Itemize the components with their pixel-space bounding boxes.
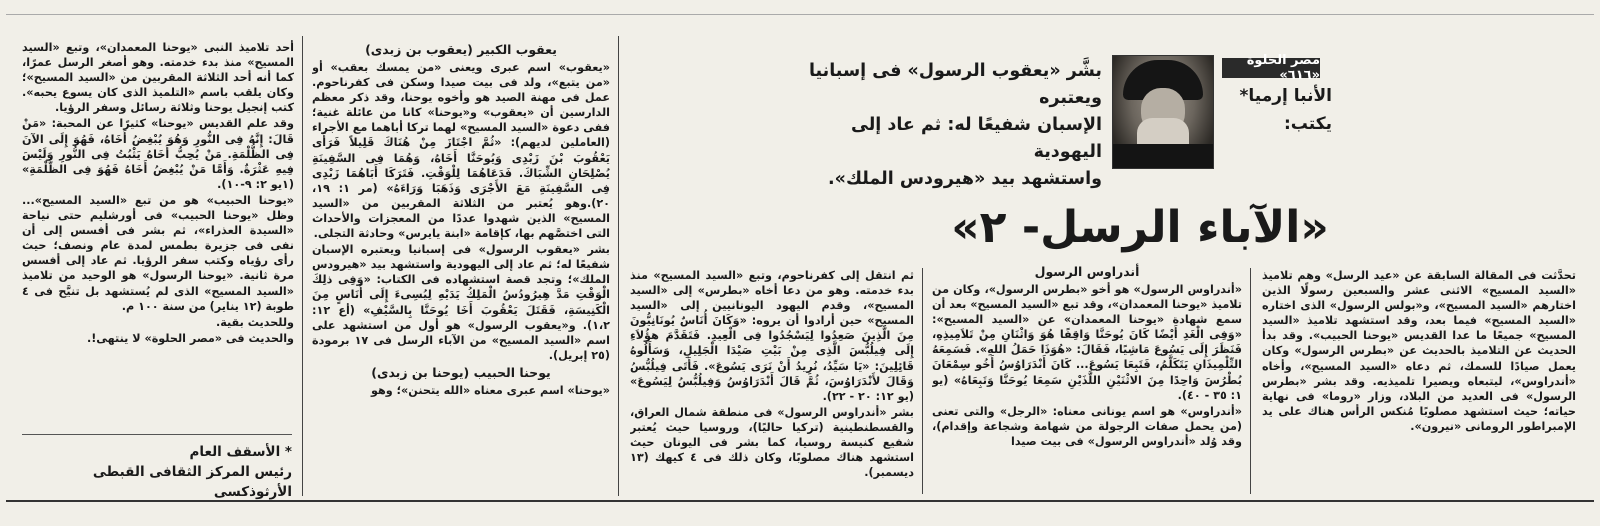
footnote-rule bbox=[22, 434, 292, 435]
paragraph: «أندراوس» هو اسم يونانى معناه: «الرجل» والتى تعنى (من يحمل صفات الرجولة من شهامة وشجاعة وإقدام)، وقد وُلد «أندراوس الرسول» فى بيت صيدا bbox=[932, 404, 1242, 448]
paragraph: «يوحنا» اسم عبرى معناه «الله يتحنن»؛ وهو bbox=[370, 383, 610, 397]
article-headline: «الآباء الرسل- ٢» bbox=[951, 202, 1329, 253]
column-divider bbox=[618, 36, 619, 496]
footnote-line: رئيس المركز الثقافى القبطى الأرثوذكسى bbox=[92, 464, 292, 500]
closing-line: وللحديث بقية. bbox=[215, 315, 294, 329]
paragraph: تحدَّثت فى المقالة السابقة عن «عيد الرسل» وهم تلاميذ «السيد المسيح» الاثنى عشر والسبعين رسولًا الذين اختارهم «السيد المسيح»، و«بولس الرسول» الذى اختاره «السيد المسيح» فيما بعد، وقد استشهد تلاميذ «السيد المسيح» جميعًا ما عدا القديس «يوحنا الحبيب». وقد بدأ الحديث عن التلاميذ بالحديث عن «بطرس الرسول» وكان يعمل صيادًا للسمك، ثم دعاه «السيد المسيح»، وأخاه «أندراوس»، ليتبعاه ويصيرا تلميذيه. وقد بشر «بطرس الرسول» فى العديد من البلاد، وزار «روما» فى نهاية حياته؛ حيث استشهد مصلوبًا مُنكس الرأس هناك على يد الإمبراطور الرومانى «نيرون». bbox=[1262, 269, 1576, 433]
article-column-5 bbox=[22, 40, 294, 430]
author-footnote bbox=[22, 442, 292, 502]
paragraph: «أندراوس الرسول» هو أخو «بطرس الرسول»، وكان من تلاميذ «يوحنا المعمدان»، وقد تبع «السيد المسيح» بعد أن سمع شهادة «يوحنا المعمدان» عن «السيد المسيح»: «وَفِى الْغَدِ أَيْضًا كَانَ يُوحَنَّا وَاقِفًا هُوَ وَاثْنَانِ مِنْ تَلاَمِيذِهِ، فَنَظَرَ إِلَى يَسُوعَ مَاشِيًا، فَقَالَ: «هُوَذَا حَمَلُ اللهِ». فَسَمِعَهُ التِّلْمِيذَانِ يَتَكَلَّمُ، فَتَبِعَا يَسُوعَ... كَانَ أَنْدَرَاوُسُ أَخُو سِمْعَانَ بُطْرُسَ وَاحِدًا مِنَ الاثْنَيْنِ اللَّذَيْنِ سَمِعَا يُوحَنَّا وَتَبِعَاهُ» (يو ١: ٣٥ - ٤٠). bbox=[932, 283, 1242, 402]
deck-line: واستشهد بيد «هيرودس الملك». bbox=[828, 169, 1102, 189]
author-portrait bbox=[1112, 55, 1214, 169]
footnote-line: * الأسقف العام bbox=[189, 444, 292, 460]
page-top-rule-inner bbox=[6, 14, 1594, 15]
subheading: أندراوس الرسول bbox=[1034, 264, 1140, 279]
deck-line: الإسبان شفيعًا له: ثم عاد إلى اليهودية bbox=[850, 115, 1102, 162]
section-label: مصر الحلوة «٦١٦» bbox=[1222, 58, 1320, 78]
paragraph: وقد علم القديس «يوحنا» كثيرًا عن المحبة: «مَنْ قَالَ: إِنَّهُ فِى النُّورِ وَهُوَ يُبْغِضُ أَخَاهُ، فَهُوَ إِلَى الآنَ فِى الظُّلْمَةِ. مَنْ يُحِبُّ أَخَاهُ يَثْبُتُ فِى النُّورِ وَلَيْسَ فِيهِ عَثْرَةٌ. وَأَمَّا مَنْ يُبْغِضُ أَخَاهُ فَهُوَ فِى الظُّلْمَةِ» (١يو ٢: ٩-١٠). bbox=[22, 117, 294, 191]
paragraph: بشر «أندراوس الرسول» فى منطقة شمال العراق، والقسطنطينية (تركيا حاليًا)، وروسيا حيث يُعتبر شفيع كنيسة روسيا، كما بشر فى اليونان حيث استشهد هناك مصلوبًا، وكان ذلك فى ٤ كيهك (١٣ ديسمبر). bbox=[630, 405, 914, 480]
paragraph: بشر «يعقوب الرسول» فى إسبانيا ويعتبره الإسبان شفيعًا له؛ ثم عاد إلى اليهودية واستشهد بيد «هيرودس الملك»؛ وتجد قصة استشهاده فى الكتاب: «وَفِى ذلِكَ الْوَقْتِ مَدَّ هِيرُودُسُ الْمَلِكُ يَدَيْهِ لِيُسِىءَ إِلَى أُنَاسٍ مِنَ الْكَنِيسَةِ، فَقَتَلَ يَعْقُوبَ أَخَا يُوحَنَّا بِالسَّيْفِ» (أع ١٢: ١،٢). و«يعقوب الرسول» هو أول من استشهد على اسم «السيد المسيح» من الآباء الرسل فى ١٧ برمودة (٢٥ إبريل). bbox=[312, 243, 610, 362]
subheading: يوحنا الحبيب (يوحنا بن زبدى) bbox=[371, 364, 551, 380]
paragraph: «يعقوب» اسم عبرى ويعنى «من يمسك بعقب» أو «من يتبع»، ولد فى بيت صيدا وسكن فى كفرناحوم. عمل فى مهنة الصيد هو وأخوه يوحنا، وقد ذكر معظم الدارسين أن «يعقوب» و«يوحنا» كانا من عائلة غنية؛ ففى دعوة «السيد المسيح» لهما تركا أباهما مع الأجراء (العاملين لديهم): «ثُمَّ اجْتَازَ مِنْ هُنَاكَ قَلِيلاً فَرَأَى يَعْقُوبَ بْنَ زَبْدِى وَيُوحَنَّا أَخَاهُ، وَهُمَا فِى السَّفِينَةِ يُصْلِحَانِ الشِّبَاكَ. فَدَعَاهُمَا لِلْوَقْتِ. فَتَرَكَا أَبَاهُمَا زَبْدِى فِى السَّفِينَةِ مَعَ الأَجْرَى وَذَهَبَا وَرَاءَهُ» (مر ١: ١٩، ٢٠).وهو يُعتبر من الثلاثة المقربين من «السيد المسيح» الذين شهدوا عددًا من المعجزات والأحداث التى اختصَّهم بها، كإقامة «ابنة يايرس» وحادثة التجلى. bbox=[312, 61, 610, 241]
deck-line: بشَّر «يعقوب الرسول» فى إسبانيا ويعتبره bbox=[808, 61, 1102, 108]
page-top-rule bbox=[6, 0, 1594, 15]
article-column-4 bbox=[312, 40, 610, 496]
article-column-1 bbox=[1262, 268, 1576, 496]
article-column-3 bbox=[630, 268, 914, 496]
author-role: يكتب: bbox=[1283, 114, 1332, 134]
paragraph: ثم انتقل إلى كفرناحوم، وتبع «السيد المسيح» منذ بدء خدمته. وهو من دعا أخاه «بطرس» إلى «السيد المسيح»، وقدم اليهود اليونانيين إلى «السيد المسيح» حين أرادوا أن يروه: «وَكَانَ أُنَاسٌ يُونَانِيُّونَ مِنَ الَّذِينَ صَعِدُوا لِيَسْجُدُوا فِى الْعِيدِ. فَتَقَدَّمَ هؤُلاَءِ إِلَى فِيلُبُّسَ الَّذِى مِنْ بَيْتِ صَيْدَا الْجَلِيلِ، وَسَأَلُوهُ قَائِلِينَ: «يَا سَيِّدُ، نُرِيدُ أَنْ نَرَى يَسُوعَ». فَأَتَى فِيلُبُّسُ وَقَالَ لأَنْدَرَاوُسَ، ثُمَّ قَالَ أَنْدَرَاوُسُ وَفِيلُبُّسُ لِيَسُوعَ» (يو ١٢: ٢٠ - ٢٢). bbox=[630, 269, 914, 403]
column-divider bbox=[1250, 268, 1251, 494]
article-column-2 bbox=[932, 262, 1242, 496]
portrait-robe bbox=[1113, 144, 1213, 168]
column-divider bbox=[922, 268, 923, 494]
column-divider bbox=[302, 36, 303, 496]
article-deck bbox=[790, 58, 1102, 193]
paragraph: «يوحنا الحبيب» هو من تبع «السيد المسيح»... وظل «يوحنا الحبيب» فى أورشليم حتى نياحة «السيدة العذراء»، ثم بشر فى أفسس إلى أن نفى فى جزيرة بطمس لمدة عام ونصف؛ حيث رأى رؤياه وكتب سفر الرؤيا. ثم عاد إلى أفسس مرة ثانية. «يوحنا الرسول» هو الوحيد من تلاميذ «السيد المسيح» الذى لم يُستشهد بل تنيَّح فى ٤ طوبة (١٢ يناير) من سنة ١٠٠ م. bbox=[22, 193, 294, 313]
author-name: الأنبا إرميا* bbox=[1239, 86, 1332, 106]
subheading: يعقوب الكبير (يعقوب بن زبدى) bbox=[365, 42, 557, 57]
paragraph: أحد تلاميذ النبى «يوحنا المعمدان»، وتبع «السيد المسيح» منذ بدء خدمته. وهو أصغر الرسل عمرًا، كما أنه أحد الثلاثة المقربين من «السيد المسيح»؛ وكان يلقب باسم «التلميذ الذى كان يسوع يحبه». كتب إنجيل يوحنا وثلاثة رسائل وسفر الرؤيا. bbox=[22, 41, 294, 115]
closing-line: والحديث فى «مصر الحلوة» لا ينتهى!. bbox=[86, 331, 294, 345]
